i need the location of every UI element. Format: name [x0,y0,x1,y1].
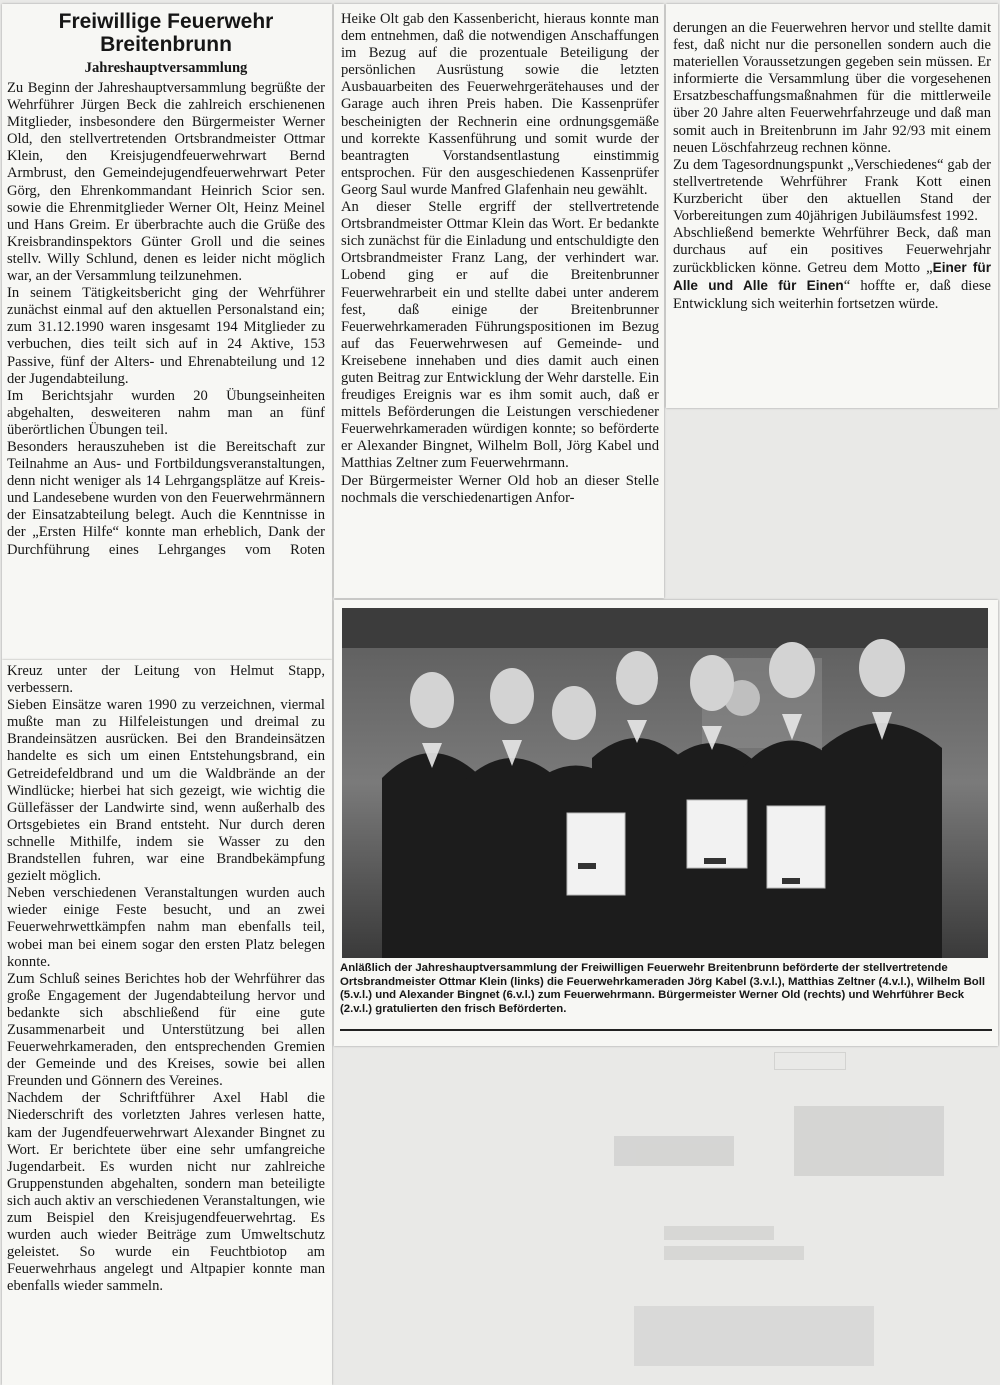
photo-clipping [334,600,998,1046]
article-clipping-col1-top [2,4,332,660]
photo-caption: Anläßlich der Jahreshauptversammlung der Freiwilligen Feuerwehr Breitenbrunn beförderte der stellvertretende Ortsbrandmeister Ottmar Klein (links) die Feuerwehrkameraden Jörg Kabel (3.v.l.), Matthias Zeltner (4.v.l.), Wilhelm Boll (5.v.l.) und Alexander Bingnet (6.v.l.) zum Feuerwehrmann. Bürgermeister Werner Old (rechts) und Wehrführer Beck (2.v.l.) gratulierten den frisch Beförderten. [340,962,986,1015]
motto-text: Einer für Alle und Alle für Einen [673,260,992,294]
paragraph: Zu Beginn der Jahreshauptversammlung begrüßte der Wehrführer Jürgen Beck die zahlreich erschienenen Mitglieder, insbesondere den Bürgermeister Werner Old, den stellvertretenden Ortsbrandmeister Ottmar Klein, den Kreisjugendfeuerwehrwart Bernd Armbrust, den Gemeindejugendfeuerwehrwart Peter Görg, den Ehrenkommandant Heinrich Scior sen. sowie die Ehrenmitglieder Werner Olt, Heinz Meinel und Hans Greim. Er überbrachte auch die Grüße des Kreisbrandinspektors Günter Groll und die seines stellv. Willy Schlund, denen es leider nicht möglich war, an der Versammlung teilzunehmen. [7,80,325,285]
article-clipping-col3 [666,4,998,408]
paragraph: Zu dem Tagesordnungspunkt „Verschiedenes“ gab der stellvertretende Wehrführer Frank Kott einen Kurzbericht über den aktuellen Stand der Vorbereitungen zum 40jährigen Jubiläumsfest 1992. [673,156,991,225]
column-1-text [7,80,325,559]
paragraph: Sieben Einsätze waren 1990 zu verzeichnen, viermal mußte man zu Hilfeleistungen und dreimal zu Brandeinsätzen ausrücken. Bei den Brandeinsätzen handelte es sich um einen Entstehungsbrand, ein Getreidefeldbrand und um die Waldbrände an der Windlücke; hierbei hat sich gezeigt, wie wichtig die Güllefässer der Landwirte sind, wenn außerhalb des Ortsgebietes ein Brand entsteht. Nur durch deren schnelle Mithilfe, indem sie Wasser zu den Brandstellen fuhren, war eine Brandbekämpfung gezielt möglich. [7,697,325,885]
paragraph [673,225,991,312]
paragraph: Im Berichtsjahr wurden 20 Übungseinheiten abgehalten, desweiteren nahm man an fünf überörtlichen Übungen teil. [7,387,325,438]
paragraph: In seinem Tätigkeitsbericht ging der Wehrführer zunächst einmal auf den aktuellen Personalstand ein; zum 31.12.1990 waren insgesamt 194 Mitglieder zu verbuchen, dies teilt sich auf in 24 Aktive, 153 Passive, fünf der Alters- und Ehrenabteilung und 12 der Jugendabteilung. [7,285,325,387]
paragraph: Zum Schluß seines Berichtes hob der Wehrführer das große Engagement der Jugendabteilung hervor und bedankte sich abschließend für eine gute Zusammenarbeit und Unterstützung bei allen Feuerwehrkameraden, den entsprechenden Gremien der Gemeinde und des Kreises, sowie bei allen Freunden und Gönnern des Vereines. [7,970,325,1090]
article-headline [7,10,325,56]
column-1b-text [7,663,325,1295]
paragraph: An dieser Stelle ergriff der stellvertretende Ortsbrandmeister Ottmar Klein das Wort. Er bedankte sich zunächst für die Einladung und entschuldigte den Ortsbrandmeister Franz Lang, der verhindert war. Lobend ging er auf die Breitenbrunner Feuerwehrarbeit ein und stellte dabei unter anderem fest, daß einige der Breitenbrunner Feuerwehrkameraden Führungspositionen im Bezug auf das Feuerwehrwesen auf Gemeinde- und Kreisebene innehaben und dies damit auch einen guten Beitrag zur Entwicklung der Wehr darstelle. Ein freudiges Ereignis war es ihm somit auch, daß er mittels Beförderungen die Leistungen verschiedener Feuerwehrkameraden würdigen konnte; so beförderte er Alexander Bingnet, Wilhelm Boll, Jörg Kabel und Matthias Zeltner zum Feuerwehrmann. [341,199,659,472]
closing-text-end: “ hoffte er, daß diese Entwicklung sich weiterhin fortsetzen würde. [673,278,991,312]
paragraph: Kreuz unter der Leitung von Helmut Stapp, verbessern. [7,663,325,697]
paragraph: Besonders herauszuheben ist die Bereitschaft zur Teilnahme an Aus- und Fortbildungsveranstaltungen, denn nicht weniger als 14 Lehrgangsplätze auf Kreis- und Landesebene wurden von den Feuerwehrmännern der Einsatzabteilung belegt. Auch die Kenntnisse in der „Ersten Hilfe“ konnte man erheblich, Dank der Durchführung eines Lehrganges vom Roten [7,438,325,558]
bleed-through-shadow [594,1046,998,1376]
column-2-text [341,11,659,507]
paragraph: Nachdem der Schriftführer Axel Habl die Niederschrift des vorletzten Jahres verlesen hatte, kam der Jugendfeuerwehrwart Alexander Bingnet zu Wort. Er berichtete über eine sehr umfangreiche Jugendarbeit. Es wurden nicht nur zahlreiche Gruppenstunden abgehalten, sondern man beteiligte sich auch aktiv an verschiedenen Veranstaltungen, wie zum Beispiel den Kreisjugendfeuerwehrtag. Es wurden auch wieder Beiträge zum Umweltschutz geleistet. So wurde ein Feuchtbiotop am Feuerwehrhaus angelegt und Altpapier konnte man ebenfalls wieder sammeln. [7,1090,325,1295]
article-subheadline: Jahreshauptversammlung [84,60,248,76]
paragraph: Der Bürgermeister Werner Old hob an dieser Stelle nochmals die verschiedenartigen Anfor- [341,472,659,506]
article-clipping-col1-bottom [2,660,332,1385]
paragraph: derungen an die Feuerwehren hervor und stellte damit fest, daß nicht nur die personellen sondern auch die materiellen Voraussetzungen gegeben sein müssen. Er informierte die Versammlung über die vorgesehenen Ersatzbeschaffungsmaßnahmen für die mittlerweile über 20 Jahre alten Feuerwehrfahrzeuge und daß man somit auch in Breitenbrunn im Jahr 92/93 mit einem neuen Löschfahrzeug rechnen könne. [673,20,991,156]
group-photo-illustration [342,608,988,958]
paragraph: Heike Olt gab den Kassenbericht, hieraus konnte man dem entnehmen, daß die notwendigen Anschaffungen im Bezug auf die prozentuale Beteiligung der persönlichen Ausrüstung sowie die letzten Ausbauarbeiten des Feuerwehrgerätehauses und der Garage auch ihren Preis haben. Die Kassenprüfer bescheinigten der Rechnerin eine ordnungsgemäße und korrekte Kassenführung und somit wurde der beantragten Vorstandsentlastung einstimmig entsprochen. Für den ausgeschiedenen Kassenprüfer Georg Saul wurde Manfred Glafenhain neu gewählt. [341,11,659,198]
article-clipping-col2 [334,4,664,598]
column-3-text [673,20,991,313]
paragraph: Neben verschiedenen Veranstaltungen wurden auch wieder einige Feste besucht, und an zwei Feuerwehrwettkämpfen nahm man ebenfalls teil, wobei man bei einem sogar den ersten Platz belegen konnte. [7,885,325,970]
closing-text: Abschließend bemerkte Wehrführer Beck, daß man durchaus auf ein positives Feuerwehrjahr zurückblicken könne. Getreu dem Motto „ [673,225,991,277]
group-photo [342,608,988,958]
caption-rule [340,1029,992,1031]
headline-text: Freiwillige Feuerwehr Breitenbrunn [58,10,274,56]
